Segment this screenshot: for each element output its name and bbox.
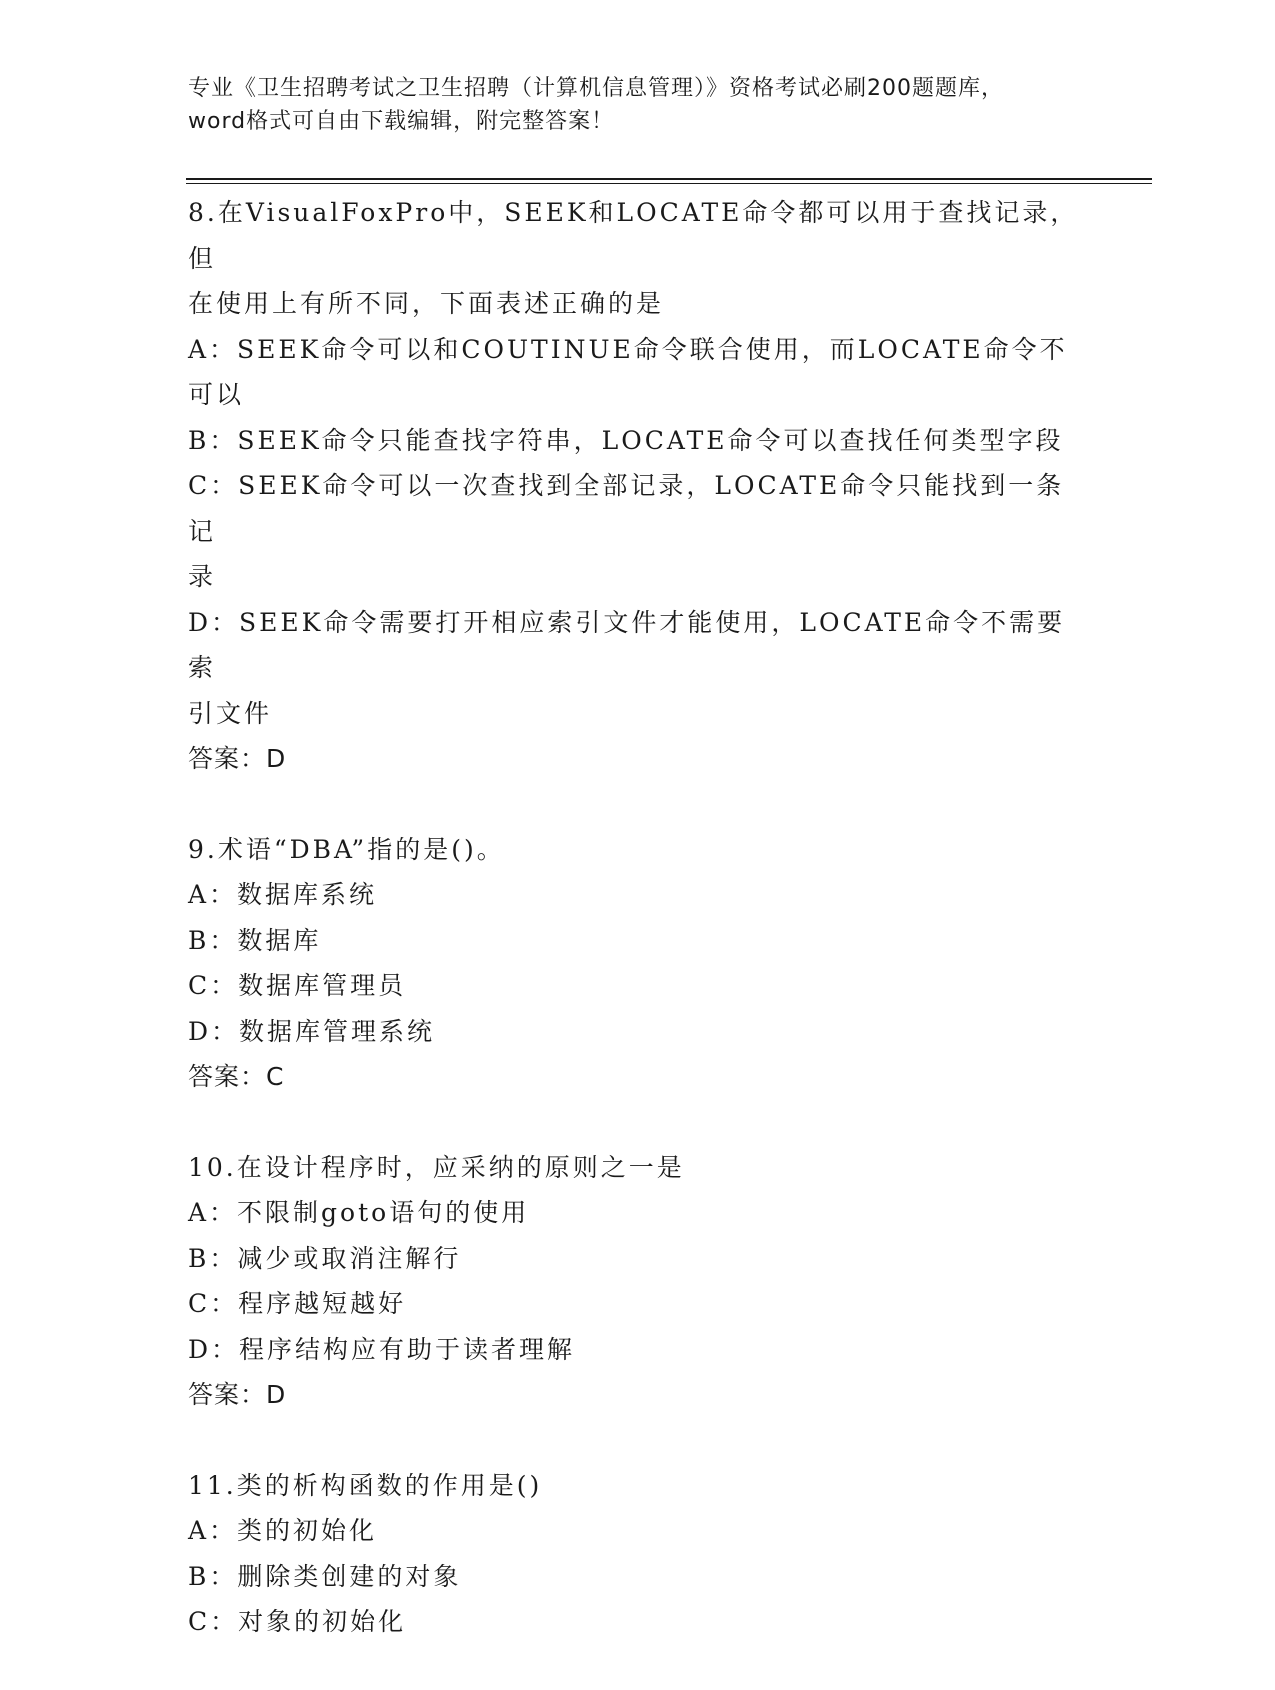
- header-divider-thin: [186, 183, 1152, 184]
- header-divider-thick: [186, 178, 1152, 180]
- answer-option: A：不限制goto语句的使用: [188, 1198, 530, 1227]
- question-item: [188, 190, 1088, 782]
- document-header: [188, 72, 1088, 138]
- question-stem: 在使用上有所不同，下面表述正确的是: [188, 289, 665, 318]
- answer-option: C：数据库管理员: [188, 971, 407, 1000]
- answer-option: C：对象的初始化: [188, 1607, 407, 1636]
- answer-option: 录: [188, 562, 217, 591]
- answer-option: B：SEEK命令只能查找字符串，LOCATE命令可以查找任何类型字段: [188, 425, 1064, 455]
- answer-option: C：SEEK命令可以一次查找到全部记录，LOCATE命令只能找到一条记: [188, 471, 1065, 546]
- question-item: [188, 1463, 1088, 1645]
- answer-option: A：SEEK命令可以和COUTINUE命令联合使用，而LOCATE命令不可以: [188, 334, 1068, 409]
- answer-option: B：数据库: [188, 925, 322, 955]
- answer-option: C：程序越短越好: [188, 1289, 407, 1318]
- answer-option: A：数据库系统: [188, 880, 378, 909]
- question-item: [188, 827, 1088, 1100]
- question-item: [188, 1145, 1088, 1418]
- answer-option: A：类的初始化: [188, 1516, 378, 1545]
- question-stem: 9.术语“DBA”指的是()。: [188, 834, 505, 864]
- answer-key: 答案：D: [188, 744, 287, 773]
- answer-option: B：减少或取消注解行: [188, 1243, 462, 1273]
- answer-key: 答案：D: [188, 1380, 287, 1409]
- header-line-1: 专业《卫生招聘考试之卫生招聘（计算机信息管理）》资格考试必刷200题题库，: [188, 76, 1004, 101]
- question-stem: 11.类的析构函数的作用是(): [188, 1470, 543, 1500]
- answer-key: 答案：C: [188, 1062, 285, 1091]
- answer-option: 引文件: [188, 698, 273, 728]
- header-line-2: word格式可自由下载编辑，附完整答案！: [188, 109, 615, 134]
- answer-option: D：程序结构应有助于读者理解: [188, 1334, 576, 1364]
- question-list: [188, 190, 1088, 1690]
- question-stem: 10.在设计程序时，应采纳的原则之一是: [188, 1152, 685, 1182]
- answer-option: D：数据库管理系统: [188, 1016, 436, 1046]
- answer-option: B：删除类创建的对象: [188, 1561, 462, 1591]
- question-stem: 8.在VisualFoxPro中，SEEK和LOCATE命令都可以用于查找记录，但: [188, 198, 1079, 273]
- answer-option: D：SEEK命令需要打开相应索引文件才能使用，LOCATE命令不需要索: [188, 607, 1066, 682]
